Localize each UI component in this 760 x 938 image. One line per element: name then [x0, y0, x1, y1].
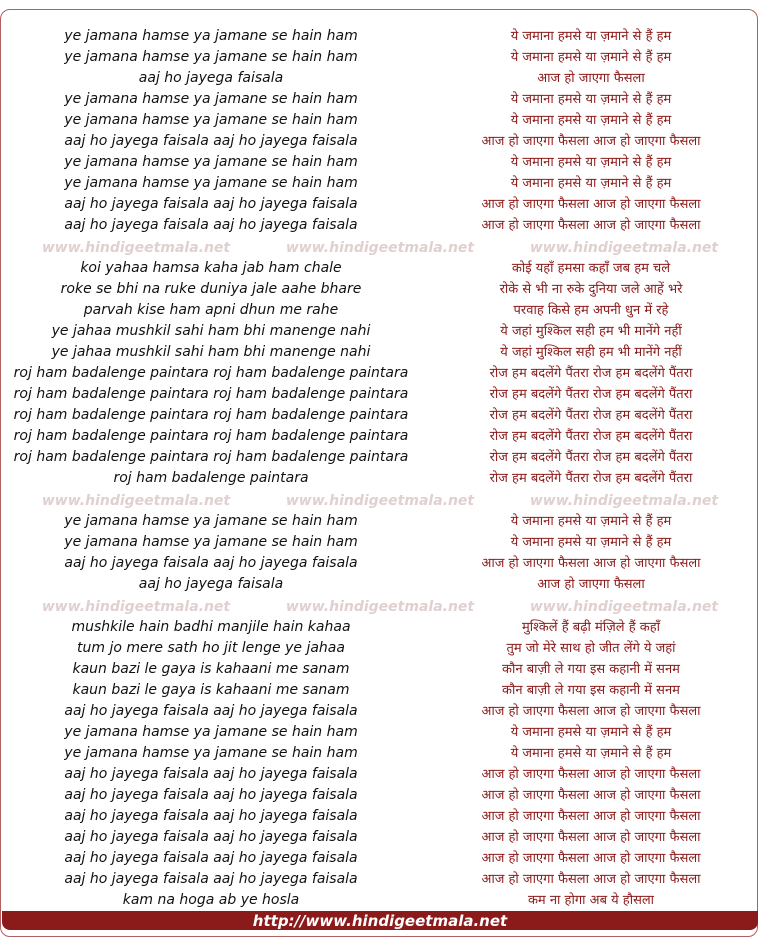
- watermark-text: www.hindigeetmala.net: [529, 599, 719, 615]
- lyric-hindi-text: आज हो जाएगा फैसला आज हो जाएगा फैसला: [481, 830, 701, 845]
- lyric-hindi-text: रोज हम बदलेंगे पैंतरा रोज हम बदलेंगे पैंतरा: [489, 387, 693, 402]
- lyric-line: [0, 764, 760, 785]
- lyrics-stanza: [0, 617, 760, 911]
- lyric-romanized-text: roj ham badalenge paintara: [113, 470, 309, 486]
- lyric-romanized-text: ye jahaa mushkil sahi ham bhi manenge nahi: [51, 323, 371, 339]
- lyric-hindi-text: ये जमाना हमसे या ज़माने से हैं हम: [510, 92, 672, 107]
- lyric-line: [0, 342, 760, 363]
- lyric-romanized-text: roj ham badalenge paintara roj ham badalenge paintara: [13, 365, 409, 381]
- lyric-hindi-text: ये जहां मुश्किल सही हम भी मानेंगे नहीं: [500, 324, 682, 339]
- lyric-line: [0, 511, 760, 532]
- lyric-hindi-text: ये जमाना हमसे या ज़माने से हैं हम: [510, 50, 672, 65]
- lyric-line: [0, 743, 760, 764]
- lyrics-stanza: [0, 258, 760, 489]
- lyric-hindi-text: रोज हम बदलेंगे पैंतरा रोज हम बदलेंगे पैंतरा: [489, 408, 693, 423]
- lyric-line: [0, 447, 760, 468]
- lyric-romanized-text: ye jamana hamse ya jamane se hain ham: [64, 154, 358, 170]
- lyric-hindi-text: आज हो जाएगा फैसला आज हो जाएगा फैसला: [481, 767, 701, 782]
- lyric-line: [0, 869, 760, 890]
- lyric-romanized-text: roj ham badalenge paintara roj ham badalenge paintara: [13, 407, 409, 423]
- lyric-hindi-text: ये जमाना हमसे या ज़माने से हैं हम: [510, 746, 672, 761]
- lyric-line: [0, 131, 760, 152]
- lyric-hindi-text: आज हो जाएगा फैसला आज हो जाएगा फैसला: [481, 788, 701, 803]
- lyric-hindi-text: ये जमाना हमसे या ज़माने से हैं हम: [510, 29, 672, 44]
- lyric-line: [0, 827, 760, 848]
- lyric-romanized-text: ye jamana hamse ya jamane se hain ham: [64, 534, 358, 550]
- lyric-romanized-text: ye jamana hamse ya jamane se hain ham: [64, 513, 358, 529]
- lyric-hindi-text: ये जमाना हमसे या ज़माने से हैं हम: [510, 155, 672, 170]
- lyric-hindi-text: रोज हम बदलेंगे पैंतरा रोज हम बदलेंगे पैंतरा: [489, 366, 693, 381]
- lyric-hindi-text: आज हो जाएगा फैसला आज हो जाएगा फैसला: [481, 218, 701, 233]
- lyric-hindi-text: आज हो जाएगा फैसला आज हो जाएगा फैसला: [481, 809, 701, 824]
- lyric-line: [0, 638, 760, 659]
- lyric-line: [0, 806, 760, 827]
- lyric-line: [0, 405, 760, 426]
- lyrics-stanza: [0, 26, 760, 236]
- lyric-hindi-text: ये जमाना हमसे या ज़माने से हैं हम: [510, 725, 672, 740]
- lyric-romanized-text: ye jahaa mushkil sahi ham bhi manenge nahi: [51, 344, 371, 360]
- lyric-romanized-text: kaun bazi le gaya is kahaani me sanam: [72, 682, 350, 698]
- watermark-text: www.hindigeetmala.net: [529, 240, 719, 256]
- lyric-romanized-text: aaj ho jayega faisala aaj ho jayega faisala: [64, 196, 358, 212]
- lyric-romanized-text: ye jamana hamse ya jamane se hain ham: [64, 745, 358, 761]
- lyric-romanized-text: ye jamana hamse ya jamane se hain ham: [64, 49, 358, 65]
- lyric-line: [0, 890, 760, 911]
- footer-bar: [2, 911, 758, 930]
- lyric-line: [0, 279, 760, 300]
- lyric-romanized-text: kaun bazi le gaya is kahaani me sanam: [72, 661, 350, 677]
- lyric-romanized-text: roj ham badalenge paintara roj ham badalenge paintara: [13, 386, 409, 402]
- lyric-hindi-text: कोई यहाँ हमसा कहाँ जब हम चले: [511, 261, 671, 276]
- lyric-line: [0, 363, 760, 384]
- lyric-romanized-text: ye jamana hamse ya jamane se hain ham: [64, 91, 358, 107]
- lyric-hindi-text: परवाह किसे हम अपनी धुन में रहे: [513, 303, 669, 318]
- lyric-hindi-text: रोज हम बदलेंगे पैंतरा रोज हम बदलेंगे पैंतरा: [489, 471, 693, 486]
- lyric-line: [0, 215, 760, 236]
- lyric-hindi-text: मुश्किलें हैं बढ़ी मंज़िले हैं कहाँ: [521, 620, 661, 635]
- lyric-line: [0, 89, 760, 110]
- watermark-row: [0, 491, 760, 511]
- lyric-romanized-text: aaj ho jayega faisala aaj ho jayega faisala: [64, 133, 358, 149]
- lyric-hindi-text: कौन बाज़ी ले गया इस कहानी में सनम: [502, 683, 680, 698]
- lyric-romanized-text: ye jamana hamse ya jamane se hain ham: [64, 28, 358, 44]
- lyric-hindi-text: आज हो जाएगा फैसला आज हो जाएगा फैसला: [481, 851, 701, 866]
- lyric-line: [0, 426, 760, 447]
- lyric-line: [0, 848, 760, 869]
- watermark-text: www.hindigeetmala.net: [285, 493, 475, 509]
- lyric-line: [0, 785, 760, 806]
- lyric-romanized-text: mushkile hain badhi manjile hain kahaa: [71, 619, 351, 635]
- lyric-line: [0, 553, 760, 574]
- lyric-hindi-text: तुम जो मेरे साथ हो जीत लेंगे ये जहां: [506, 641, 676, 656]
- lyric-romanized-text: ye jamana hamse ya jamane se hain ham: [64, 112, 358, 128]
- lyric-line: [0, 659, 760, 680]
- watermark-text: www.hindigeetmala.net: [41, 240, 231, 256]
- watermark-row: [0, 597, 760, 617]
- lyric-line: [0, 68, 760, 89]
- lyric-line: [0, 321, 760, 342]
- lyric-line: [0, 574, 760, 595]
- lyric-hindi-text: रोके से भी ना रुके दुनिया जले आहें भरे: [499, 282, 683, 297]
- watermark-text: www.hindigeetmala.net: [285, 599, 475, 615]
- lyric-hindi-text: आज हो जाएगा फैसला आज हो जाएगा फैसला: [481, 556, 701, 571]
- lyric-hindi-text: रोज हम बदलेंगे पैंतरा रोज हम बदलेंगे पैंतरा: [489, 429, 693, 444]
- lyric-romanized-text: aaj ho jayega faisala aaj ho jayega faisala: [64, 850, 358, 866]
- lyric-line: [0, 258, 760, 279]
- lyric-hindi-text: आज हो जाएगा फैसला आज हो जाएगा फैसला: [481, 197, 701, 212]
- lyric-romanized-text: tum jo mere sath ho jit lenge ye jahaa: [77, 640, 345, 656]
- lyric-line: [0, 701, 760, 722]
- watermark-row: [0, 238, 760, 258]
- footer-url-link[interactable]: http://www.hindigeetmala.net: [252, 912, 508, 930]
- lyrics-stanza: [0, 511, 760, 595]
- lyric-romanized-text: koi yahaa hamsa kaha jab ham chale: [80, 260, 342, 276]
- lyric-hindi-text: ये जमाना हमसे या ज़माने से हैं हम: [510, 535, 672, 550]
- lyric-romanized-text: roj ham badalenge paintara roj ham badalenge paintara: [13, 428, 409, 444]
- lyric-line: [0, 110, 760, 131]
- lyric-hindi-text: रोज हम बदलेंगे पैंतरा रोज हम बदलेंगे पैंतरा: [489, 450, 693, 465]
- lyric-hindi-text: आज हो जाएगा फैसला आज हो जाएगा फैसला: [481, 872, 701, 887]
- lyric-line: [0, 384, 760, 405]
- lyric-romanized-text: aaj ho jayega faisala: [138, 576, 284, 592]
- lyric-hindi-text: आज हो जाएगा फैसला आज हो जाएगा फैसला: [481, 704, 701, 719]
- watermark-text: www.hindigeetmala.net: [285, 240, 475, 256]
- lyrics-container: [0, 26, 760, 913]
- lyric-line: [0, 152, 760, 173]
- lyric-hindi-text: ये जमाना हमसे या ज़माने से हैं हम: [510, 176, 672, 191]
- watermark-text: www.hindigeetmala.net: [529, 493, 719, 509]
- lyric-romanized-text: aaj ho jayega faisala aaj ho jayega faisala: [64, 217, 358, 233]
- lyric-line: [0, 617, 760, 638]
- lyric-line: [0, 47, 760, 68]
- watermark-text: www.hindigeetmala.net: [41, 493, 231, 509]
- lyric-romanized-text: aaj ho jayega faisala aaj ho jayega faisala: [64, 766, 358, 782]
- lyric-romanized-text: aaj ho jayega faisala aaj ho jayega faisala: [64, 703, 358, 719]
- lyric-line: [0, 173, 760, 194]
- lyric-hindi-text: ये जमाना हमसे या ज़माने से हैं हम: [510, 514, 672, 529]
- lyric-hindi-text: आज हो जाएगा फैसला: [537, 577, 645, 592]
- lyric-romanized-text: roke se bhi na ruke duniya jale aahe bhare: [60, 281, 362, 297]
- lyric-hindi-text: आज हो जाएगा फैसला: [537, 71, 645, 86]
- lyric-romanized-text: kam na hoga ab ye hosla: [122, 892, 300, 908]
- lyric-romanized-text: aaj ho jayega faisala aaj ho jayega faisala: [64, 871, 358, 887]
- lyric-romanized-text: aaj ho jayega faisala aaj ho jayega faisala: [64, 787, 358, 803]
- lyric-romanized-text: aaj ho jayega faisala aaj ho jayega faisala: [64, 829, 358, 845]
- lyric-hindi-text: कम ना होगा अब ये हौसला: [527, 893, 655, 908]
- lyric-hindi-text: आज हो जाएगा फैसला आज हो जाएगा फैसला: [481, 134, 701, 149]
- lyric-line: [0, 300, 760, 321]
- lyric-hindi-text: ये जहां मुश्किल सही हम भी मानेंगे नहीं: [500, 345, 682, 360]
- lyric-romanized-text: ye jamana hamse ya jamane se hain ham: [64, 724, 358, 740]
- watermark-text: www.hindigeetmala.net: [41, 599, 231, 615]
- lyric-line: [0, 532, 760, 553]
- lyric-line: [0, 680, 760, 701]
- lyric-romanized-text: aaj ho jayega faisala aaj ho jayega faisala: [64, 555, 358, 571]
- lyric-line: [0, 722, 760, 743]
- lyric-romanized-text: parvah kise ham apni dhun me rahe: [83, 302, 339, 318]
- lyric-line: [0, 26, 760, 47]
- lyric-hindi-text: कौन बाज़ी ले गया इस कहानी में सनम: [502, 662, 680, 677]
- lyric-romanized-text: ye jamana hamse ya jamane se hain ham: [64, 175, 358, 191]
- lyric-hindi-text: ये जमाना हमसे या ज़माने से हैं हम: [510, 113, 672, 128]
- lyric-romanized-text: aaj ho jayega faisala: [138, 70, 284, 86]
- lyric-line: [0, 194, 760, 215]
- lyric-romanized-text: roj ham badalenge paintara roj ham badalenge paintara: [13, 449, 409, 465]
- lyric-line: [0, 468, 760, 489]
- lyric-romanized-text: aaj ho jayega faisala aaj ho jayega faisala: [64, 808, 358, 824]
